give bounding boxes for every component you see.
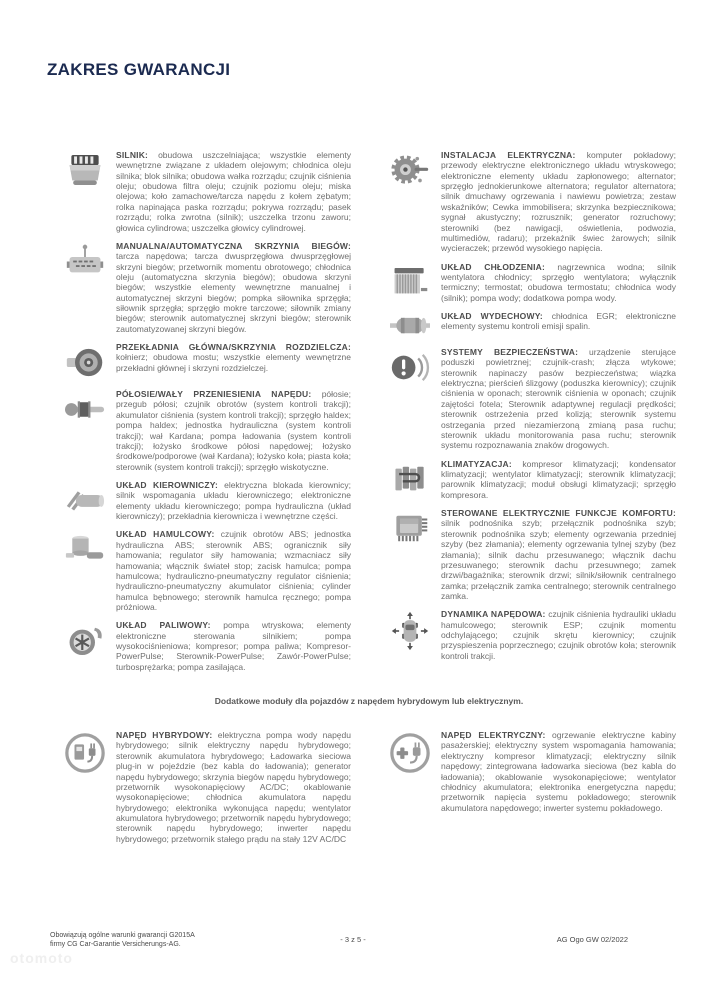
section-title: STEROWANE ELEKTRYCZNIE FUNKCJE KOMFORTU: — [441, 508, 676, 519]
section-body: elektryczna blokada kierownicy; silnik wspomagania układu kierowniczego; elektroniczne elementy układu kierowniczego; pompa hydrauliczna (układ kierowniczy); przekładnia kierownicza i wewnętrzne części. — [116, 479, 351, 522]
left-column — [62, 150, 351, 680]
section-body: kompresor klimatyzacji; kondensator klimatyzacji; wentylator klimatyzacji; sterownik klimatyzacji; parownik klimatyzacji; moduł obsługi klimatyzacji; sprzęgło kompresora. — [441, 458, 676, 500]
section-text — [441, 508, 676, 601]
section-body: silnik podnośnika szyb; przełącznik podnośnika szyb; sterownik podnośnika szyb; elementy ogrzewania przedniej szyby (bez złamania); elementy ogrzewania tylnej szyby (bez złamania); silnik dachu przesuwanego; włącznik dachu przesuwanego; sterownik dachu przesuwnego; zamek drzwi/bagażnika; sterownik drzwi; silnik/siłownik centralnego zamka; przełącznik zamka centralnego; sterownik centralnego zamka. — [441, 518, 676, 601]
section-body: kołnierz; obudowa mostu; wszystkie elementy wewnętrzne przekładni głównej i skrzyni rozdzielczej. — [116, 352, 351, 373]
section-skrzynia-biegow — [62, 241, 351, 334]
section-title: UKŁAD KIEROWNICZY: — [116, 479, 219, 490]
footer-terms-line2: firmy CG Car-Garantie Versicherungs-AG. — [50, 941, 181, 949]
steering-rack-icon — [62, 480, 107, 521]
muffler-icon — [387, 311, 432, 339]
section-title: UKŁAD WYDECHOWY: — [441, 311, 543, 322]
section-hamulcowy — [62, 529, 351, 612]
right-column — [387, 150, 676, 680]
safety-warning-icon — [387, 347, 432, 451]
section-text — [116, 529, 351, 612]
bottom-left-column — [62, 730, 351, 852]
section-title: INSTALACJA ELEKTRYCZNA: — [441, 150, 576, 160]
car-dynamics-icon — [387, 609, 432, 661]
section-text — [116, 241, 351, 334]
section-text — [441, 311, 676, 339]
section-polosie — [62, 389, 351, 472]
section-title: DYNAMIKA NAPĘDOWA: — [441, 609, 546, 620]
section-text — [441, 347, 676, 451]
bottom-columns — [62, 730, 676, 852]
section-naped-elektryczny — [387, 730, 676, 813]
section-text — [441, 730, 676, 813]
section-body: elektryczna pompa wody napędu hybrydowego; silnik elektryczny napędu hybrydowego; sterownik akumulatora hybrydowego; Ładowarka sieciowa plug-in w pojeździe (bez kabla do ładowania); generator napędu hybrydowego; skrzynia biegów napędu hybrydowego; przetwornik wysokonapięciowy AC/DC; okablowanie wysokonapięciowe; chłodnica akumulatora napędu hybrydowego; elektronika wykonująca napędu; wentylator akumulatora hybrydowego; przetwornik napędu hybrydowego; sterownik napędu hybrydowego; inwerter napędu hybrydowego; przetwornik stałego prądu na stały 12V AC/DC — [116, 730, 351, 844]
turbo-icon — [62, 620, 107, 672]
section-body: czujnik obrotów ABS; jednostka hydrauliczna ABS; sterownik ABS; ogranicznik siły hamowania; regulator siły hamowania; wzmacniacz siły hamowania; włącznik świateł stop; zacisk hamulca; pompa hamulcowa; hydrauliczno-pneumatyczny regulator ciśnienia; hydrauliczno-pneumatyczny akumulator ciśnienia; cylinder hamulca bębnowego; sterownik hamulca ręcznego; pompa próżniowa. — [116, 529, 351, 612]
section-chlodzenia — [387, 262, 676, 303]
section-body: tarcza napędowa; tarcza dwusprzęgłowa dwusprzęgłowej skrzyni biegów; przetwornik momentu obrotowego; chłodnica oleju (automatyczna skrzynia biegów); obudowa skrzyni biegów; wszystkie elementy wewnętrzne manualnej i automatycznej skrzyni biegów; pompka siłownika sprzęgła; siłownik sprzęgła; sprzęgło mokre tarczowe; siłownik zmiany biegów; sterownik automatycznej skrzyni biegów; sterownik zautomatyzowanej skrzyni biegów. — [116, 251, 351, 334]
differential-icon — [62, 342, 107, 381]
section-title: NAPĘD HYBRYDOWY: — [116, 730, 213, 741]
footer-terms-line1: Obowiązują ogólne warunki gwarancji G2015A — [50, 932, 195, 939]
ac-evaporator-icon — [387, 459, 432, 500]
section-paliwowy — [62, 620, 351, 672]
brake-cylinder-icon — [62, 529, 107, 612]
section-title: UKŁAD HAMULCOWY: — [116, 529, 215, 540]
axle-icon — [62, 389, 107, 472]
section-naped-hybrydowy — [62, 730, 351, 844]
section-title: UKŁAD CHŁODZENIA: — [441, 261, 546, 272]
section-title: KLIMATYZACJA: — [441, 458, 512, 469]
section-title: SILNIK: — [116, 150, 149, 160]
section-body: półosie; przegub półosi; czujnik obrotów (system kontroli trakcji); akumulator ciśnienia (system kontroli trakcji); sprzęgło haldex; pompa haldex; jednostka hydrauliczna (system kontroli trakcji); wał Kardana; pompa ładowania (system kontroli trakcji); łożysko środkowe półosi napędowej; łożysko środkowe/podporowe (wał Kardana); łożysko koła; piasta koła; sterownik (system kontroli trakcji); sprzęgło wiskotyczne. — [116, 389, 351, 472]
main-columns — [62, 150, 676, 680]
section-klimatyzacja — [387, 459, 676, 500]
section-bezpieczenstwa — [387, 347, 676, 451]
section-text — [441, 150, 676, 254]
section-text — [116, 389, 351, 472]
alternator-icon — [387, 150, 432, 254]
watermark-text: otomoto — [10, 950, 73, 966]
section-body: czujnik ciśnienia hydrauliki układu hamulcowego; sterownik ESP; czujnik momentu odchylającego; czujnik skrętu kierownicy; czujnik przyspieszenia poprzecznego; czujnik obrotów koła; sterownik kontroli trakcji. — [441, 609, 676, 661]
section-body: ogrzewanie elektryczne kabiny pasażerskiej; elektryczny system wspomagania hamowania; elektryczny kompresor klimatyzacji; elektryczny silnik napędowy; zintegrowana ładowarka sieciowa (bez kabla do ładowania); okablowanie wysokonapięciowe; wentylator chłodnicy akumulatora; elektronika energetyczna napędu; przetwornik napięcia systemu pokładowego; sterownik akumulatora napędowego; inwerter systemu pokładowego. — [441, 730, 676, 813]
section-title: SYSTEMY BEZPIECZEŃSTWA: — [441, 347, 579, 358]
page-footer — [50, 931, 656, 949]
hybrid-drive-icon — [62, 730, 107, 844]
section-text — [116, 620, 351, 672]
section-text — [441, 262, 676, 303]
section-body: obudowa uszczelniająca; wszystkie elementy wewnętrzne związane z układem olejowym; chłodnica oleju silnika; blok silnika; obudowa wałka rozrządu; czujnik ciśnienia oleju; obudowa filtra oleju; czujnik poziomu oleju; miska olejowa; koło zamachowe/tarcza napędu z kołem zębatym; rolka napinająca paska rozrządu; pokrywa rozrządu; pasek rozrządu; rolka zwrotna (silnik); uszczelka trzonu zaworu; głowica cylindrowa; uszczelka głowicy cylindrowej. — [116, 150, 351, 233]
section-silnik — [62, 150, 351, 233]
chip-icon — [387, 508, 432, 601]
page-title: ZAKRES GWARANCJI — [47, 60, 231, 79]
section-text — [116, 480, 351, 521]
section-wydechowy — [387, 311, 676, 339]
section-text — [116, 730, 351, 844]
section-text — [116, 150, 351, 233]
footer-page-number: - 3 z 5 - — [340, 935, 366, 944]
engine-icon — [62, 150, 107, 233]
document-content — [62, 150, 676, 852]
gearbox-icon — [62, 241, 107, 334]
footer-terms — [50, 931, 280, 949]
section-dynamika — [387, 609, 676, 661]
section-title: MANUALNA/AUTOMATYCZNA SKRZYNIA BIEGÓW: — [116, 240, 351, 251]
bottom-right-column — [387, 730, 676, 852]
section-body: chłodnica EGR; elektroniczne elementy systemu kontroli emisji spalin. — [441, 311, 676, 332]
section-body: komputer pokładowy; przewody elektryczne elektronicznego układu wtryskowego; elektroniczne elementy układu zapłonowego; alternator; sprzęgło jednokierunkowe alternatora; regulator alternatora; silnik dmuchawy ogrzewania i nawiewu powietrza; zestaw wskaźników; Cewka immobilisera; skrzynka bezpiecznikowa; sygnał akustyczny; rozrusznik; generator rozruchowy; sterowniki (bez nawigacji, oświetlenia, podwozia, multimediów, radaru); przekaźnik świec żarowych; silnik wycieraczek; przewód wysokiego napięcia. — [441, 150, 676, 254]
section-title: PRZEKŁADNIA GŁÓWNA/SKRZYNIA ROZDZIELCZA: — [116, 342, 351, 353]
section-text — [441, 609, 676, 661]
section-title: UKŁAD PALIWOWY: — [116, 620, 211, 631]
section-body: pompa wtryskowa; elementy elektroniczne sterowania silnikiem; pompa wysokociśnieniowa; kompresor; pompa paliwa; Kompresor-PowerPulse; Sterownik-PowerPulse; Zawór-PowerPulse; turbosprężarka; pompa zasilająca. — [116, 620, 351, 672]
section-kierowniczy — [62, 480, 351, 521]
hybrid-electric-note: Dodatkowe moduły dla pojazdów z napędem hybrydowym lub elektrycznym. — [214, 696, 524, 707]
radiator-icon — [387, 262, 432, 303]
electric-drive-icon — [387, 730, 432, 813]
section-text — [441, 459, 676, 500]
section-funkcje-komfortu — [387, 508, 676, 601]
section-title: NAPĘD ELEKTRYCZNY: — [441, 730, 546, 741]
footer-doc-code: AG Ogo GW 02/2022 — [556, 935, 628, 944]
section-text — [116, 342, 351, 381]
section-title: PÓŁOSIE/WAŁY PRZENIESIENIA NAPĘDU: — [116, 389, 312, 400]
section-przekladnia-glowna — [62, 342, 351, 381]
section-body: nagrzewnica wodna; silnik wentylatora chłodnicy; sprzęgło wentylatora; wyłącznik termiczny; termostat; obudowa termostatu; chłodnica wody (silnik); pompa wody; dodatkowa pompa wody. — [441, 261, 676, 303]
section-instalacja-elektryczna — [387, 150, 676, 254]
section-body: urządzenie sterujące poduszki powietrznej; czujnik-crash; złącza wtykowe; sterownik napinaczy pasów bezpieczeństwa; wiązka elektryczna; pierścień ślizgowy (poduszka kierownicy); czujnik ciśnienia w oponach; sterownik ciśnienia w oponach; czujnik zajętości fotela; Sterownik adaptywnej regulacji prędkości; sterownik ostrzeżenia przed kolizją; sterownik systemu ostrzegania przed niezamierzoną zmianą pasa ruchu; sterownik układu monitorowania pasa ruchu; sterownik systemu rozpoznawania znaków drogowych. — [441, 347, 676, 451]
